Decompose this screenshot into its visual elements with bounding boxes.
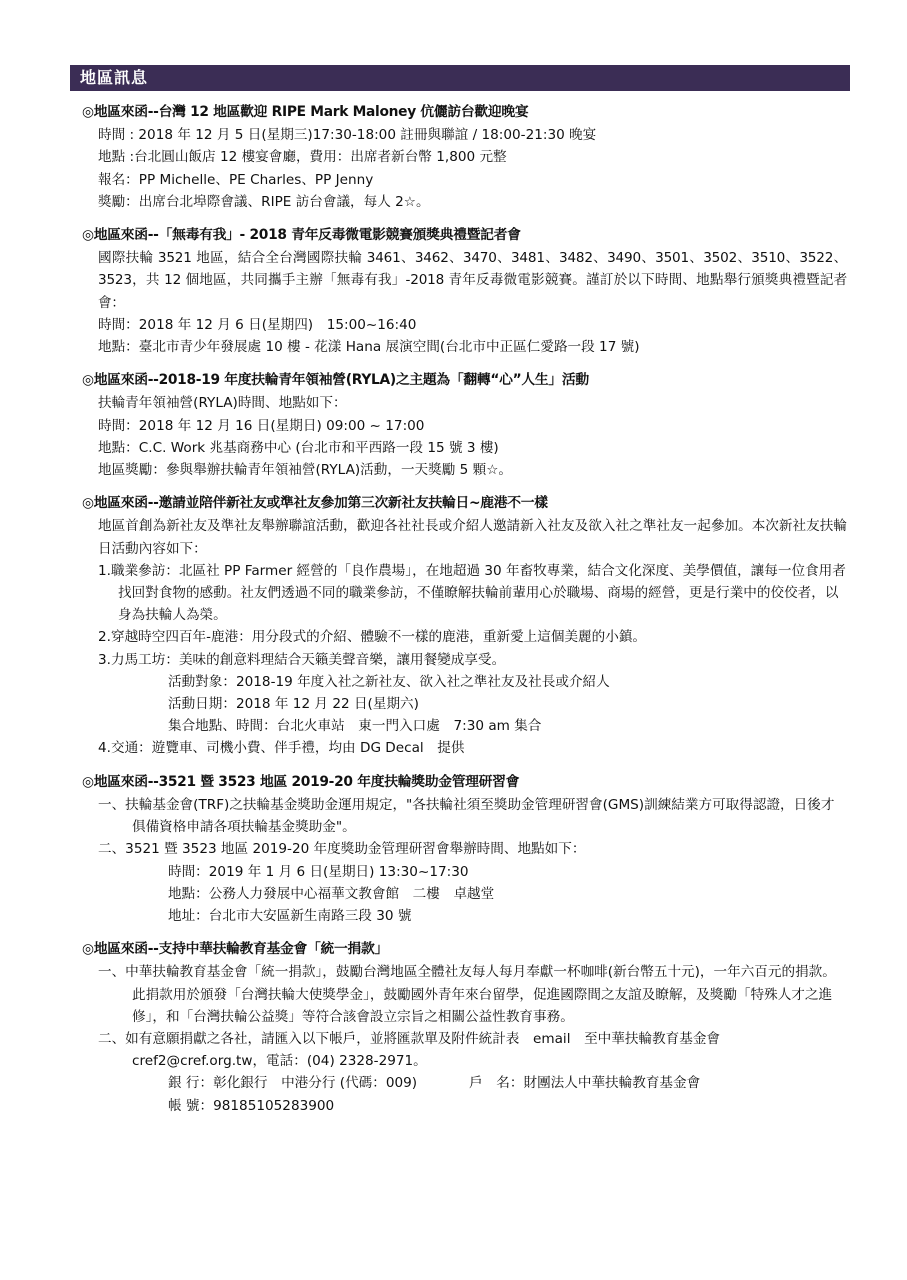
notice-title: ◎地區來函--3521 暨 3523 地區 2019-20 年度扶輪獎助金管理研習會 <box>82 773 520 790</box>
list-item: 1.職業參訪：北區社 PP Farmer 經營的「良作農場」，在地超過 30 年畜牧專業，結合文化深度、美學價值，讓每一位食用者找回對食物的感動。社友們透過不同的職業參訪，不僅瞭解扶輪前輩用心於職場、商場的經營，更是行業中的佼佼者，以身為扶輪人為榮。 <box>98 562 846 624</box>
notice-line: 時間 : 2018 年 12 月 5 日(星期三)17:30-18:00 註冊與聯誼 / 18:00-21:30 晚宴 <box>98 127 597 144</box>
sub-detail-line: 時間：2019 年 1 月 6 日(星期日) 13:30~17:30 <box>168 863 469 880</box>
document-body <box>82 101 847 1128</box>
section-header-bar <box>70 65 850 91</box>
notice-line: 地區獎勵：參與舉辦扶輪青年領袖營(RYLA)活動，一天獎勵 5 顆☆。 <box>98 462 512 479</box>
notice-unified-donation <box>82 938 847 1117</box>
notice-paragraph: 地區首創為新社友及準社友舉辦聯誼活動，歡迎各社社長或介紹人邀請新入社友及欲入社之準社友一起參加。本次新社友扶輪日活動內容如下： <box>98 518 847 557</box>
notice-title: ◎地區來函--台灣 12 地區歡迎 RIPE Mark Maloney 伉儷訪台歡迎晚宴 <box>82 104 529 120</box>
notice-line: 時間：2018 年 12 月 16 日(星期日) 09:00 ~ 17:00 <box>98 417 425 434</box>
account-name: 戶 名：財團法人中華扶輪教育基金會 <box>469 1075 701 1092</box>
notice-line: 地點：臺北市青少年發展處 10 樓 - 花漾 Hana 展演空間(台北市中正區仁愛路一段 17 號) <box>98 339 640 356</box>
notice-line: 地點：C.C. Work 兆基商務中心 (台北市和平西路一段 15 號 3 樓) <box>98 439 499 456</box>
notice-line: 時間：2018 年 12 月 6 日(星期四) 15:00~16:40 <box>98 316 417 333</box>
notice-ryla-camp <box>82 369 847 481</box>
bank-info-line <box>82 1072 847 1094</box>
sub-detail-line: 集合地點、時間：台北火車站 東一門入口處 7:30 am 集合 <box>168 718 542 735</box>
notice-anti-drug-film-award <box>82 224 847 358</box>
list-item: 3.力馬工坊：美味的創意料理結合天籟美聲音樂，讓用餐變成享受。 <box>98 651 506 668</box>
notice-title: ◎地區來函--2018-19 年度扶輪青年領袖營(RYLA)之主題為「翻轉“心”人生」活動 <box>82 372 589 389</box>
sub-detail-line: 活動日期：2018 年 12 月 22 日(星期六) <box>168 696 419 713</box>
notice-paragraph: 國際扶輪 3521 地區，結合全台灣國際扶輪 3461、3462、3470、3481、3482、3490、3501、3502、3510、3522、3523，共 12 個地區，共同攜手主辦「無毒有我」-2018 青年反毒微電影競賽。謹訂於以下時間、地點舉行頒獎典禮暨記者會： <box>98 250 847 311</box>
list-item: 二、如有意願捐獻之各社，請匯入以下帳戶，並將匯款單及附件統計表 email 至中華扶輪教育基金會 cref2@cref.org.tw，電話：(04) 2328-2971。 <box>98 1030 721 1070</box>
list-item: 2.穿越時空四百年-鹿港：用分段式的介紹、體驗不一樣的鹿港，重新愛上這個美麗的小鎮。 <box>98 629 647 646</box>
notice-title: ◎地區來函--「無毒有我」- 2018 青年反毒微電影競賽頒獎典禮暨記者會 <box>82 227 521 244</box>
list-item: 二、3521 暨 3523 地區 2019-20 年度獎助金管理研習會舉辦時間、地點如下： <box>98 841 586 858</box>
bank-name: 銀 行：彰化銀行 中港分行 (代碼：009) <box>168 1075 418 1092</box>
list-item: 一、中華扶輪教育基金會「統一捐款」，鼓勵台灣地區全體社友每人每月奉獻一杯咖啡(新台幣五十元)，一年六百元的捐款。此捐款用於頒發「台灣扶輪大使獎學金」，鼓勵國外青年來台留學，促進國際間之友誼及瞭解，及獎勵「特殊人才之進修」，和「台灣扶輪公益獎」等符合該會設立宗旨之相關公益性教育事務。 <box>98 964 836 1025</box>
sub-detail-line: 地點：公務人力發展中心福華文教會館 二樓 卓越堂 <box>168 885 495 902</box>
sub-detail-line: 活動對象：2018-19 年度入社之新社友、欲入社之準社友及社長或介紹人 <box>168 673 610 690</box>
notice-grant-management-seminar <box>82 771 847 927</box>
notice-line: 報名：PP Michelle、PE Charles、PP Jenny <box>98 171 374 188</box>
sub-detail-line: 地址：台北市大安區新生南路三段 30 號 <box>168 907 412 924</box>
notice-title: ◎地區來函--邀請並陪伴新社友或準社友參加第三次新社友扶輪日~鹿港不一樣 <box>82 495 548 512</box>
notice-ripe-welcome-dinner <box>82 101 847 213</box>
notice-title: ◎地區來函--支持中華扶輪教育基金會「統一捐款」 <box>82 941 389 958</box>
notice-new-member-day <box>82 492 847 759</box>
notice-line: 獎勵：出席台北埠際會議、RIPE 訪台會議，每人 2☆。 <box>98 193 430 210</box>
page-title: 地區訊息 <box>80 68 149 87</box>
notice-line: 扶輪青年領袖營(RYLA)時間、地點如下： <box>98 395 347 412</box>
list-item: 4.交通：遊覽車、司機小費、伴手禮，均由 DG Decal 提供 <box>98 740 465 757</box>
notice-line: 地點 :台北圓山飯店 12 樓宴會廳，費用：出席者新台幣 1,800 元整 <box>98 149 507 166</box>
list-item: 一、扶輪基金會(TRF)之扶輪基金獎助金運用規定，"各扶輪社須至獎助金管理研習會(GMS)訓練結業方可取得認證，日後才俱備資格申請各項扶輪基金獎助金"。 <box>98 796 835 836</box>
account-number: 帳 號：98185105283900 <box>168 1097 335 1114</box>
